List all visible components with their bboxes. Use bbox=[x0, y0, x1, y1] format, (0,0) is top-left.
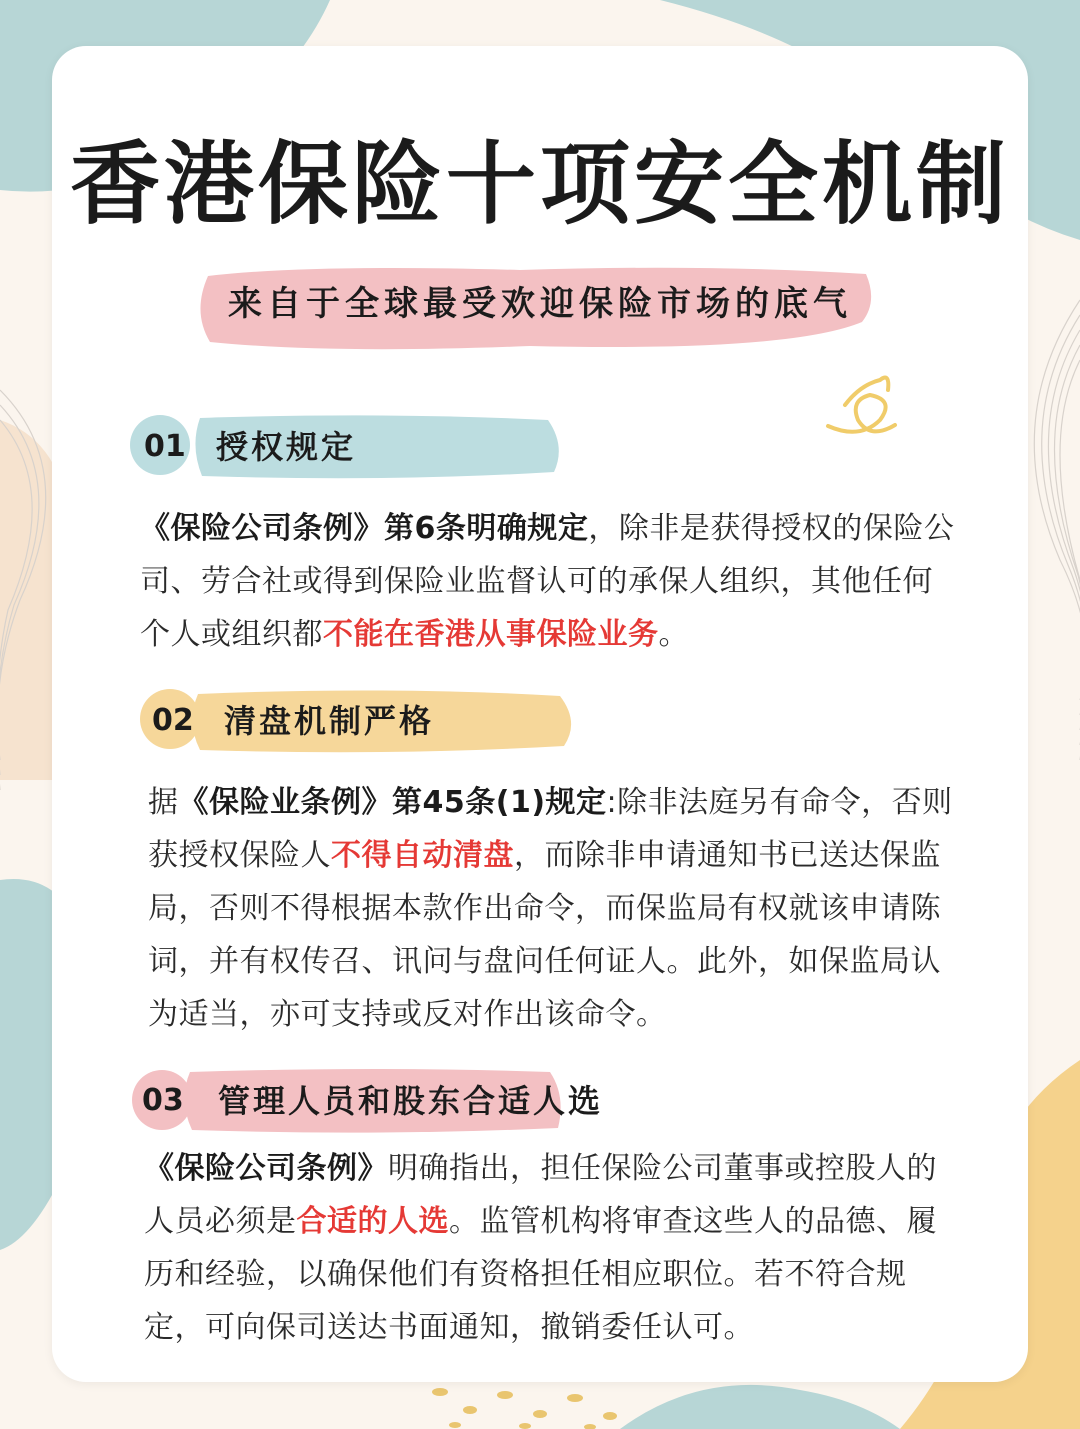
section-1-header bbox=[128, 412, 568, 482]
section-1-highlight: 不能在香港从事保险业务 bbox=[323, 617, 659, 652]
section-3-citation: 《保险公司条例》 bbox=[144, 1151, 388, 1186]
section-3-body bbox=[144, 1142, 964, 1354]
section-1-body bbox=[140, 502, 960, 661]
section-2-number: 02 bbox=[152, 703, 194, 738]
section-3-title: 管理人员和股东合适人选 bbox=[218, 1082, 604, 1120]
section-2-end: ，而除非申请通知书已送达保监局，否则不得根据本款作出命令，而保监局有权就该申请陈词，并有权传召、讯问与盘问任何证人。此外，如保监局认为适当，亦可支持或反对作出该命令。 bbox=[148, 838, 941, 1032]
section-1-title: 授权规定 bbox=[216, 428, 357, 466]
section-3-end: 。监管机构将审查这些人的品德、履历和经验，以确保他们有资格担任相应职位。若不符合规定，可向保司送达书面通知，撤销委任认可。 bbox=[144, 1204, 937, 1345]
section-2-highlight: 不得自动清盘 bbox=[331, 838, 514, 873]
section-2-body bbox=[148, 776, 964, 1041]
section-2-text: :除非法庭另有命令，否则获授权保险人 bbox=[148, 785, 953, 873]
section-2-title: 清盘机制严格 bbox=[224, 702, 435, 740]
section-3-number: 03 bbox=[142, 1083, 184, 1118]
subtitle: 来自于全球最受欢迎保险市场的底气 bbox=[228, 284, 852, 324]
section-1-number: 01 bbox=[144, 429, 186, 464]
section-3-highlight: 合适的人选 bbox=[296, 1204, 449, 1239]
section-1-citation: 《保险公司条例》第6条明确规定 bbox=[140, 511, 589, 546]
section-2-header bbox=[140, 686, 580, 756]
section-3-header bbox=[130, 1066, 660, 1136]
page-title: 香港保险十项安全机制 bbox=[70, 132, 1010, 237]
section-3-text: 明确指出，担任保险公司董事或控股人的人员必须是 bbox=[144, 1151, 937, 1239]
section-2-citation: 《保险业条例》第45条(1)规定 bbox=[178, 785, 607, 820]
section-1-end: 。 bbox=[658, 617, 689, 652]
section-2-lead: 据 bbox=[148, 785, 179, 820]
section-1-text: ，除非是获得授权的保险公司、劳合社或得到保险业监督认可的承保人组织，其他任何个人或组织都 bbox=[140, 511, 955, 652]
